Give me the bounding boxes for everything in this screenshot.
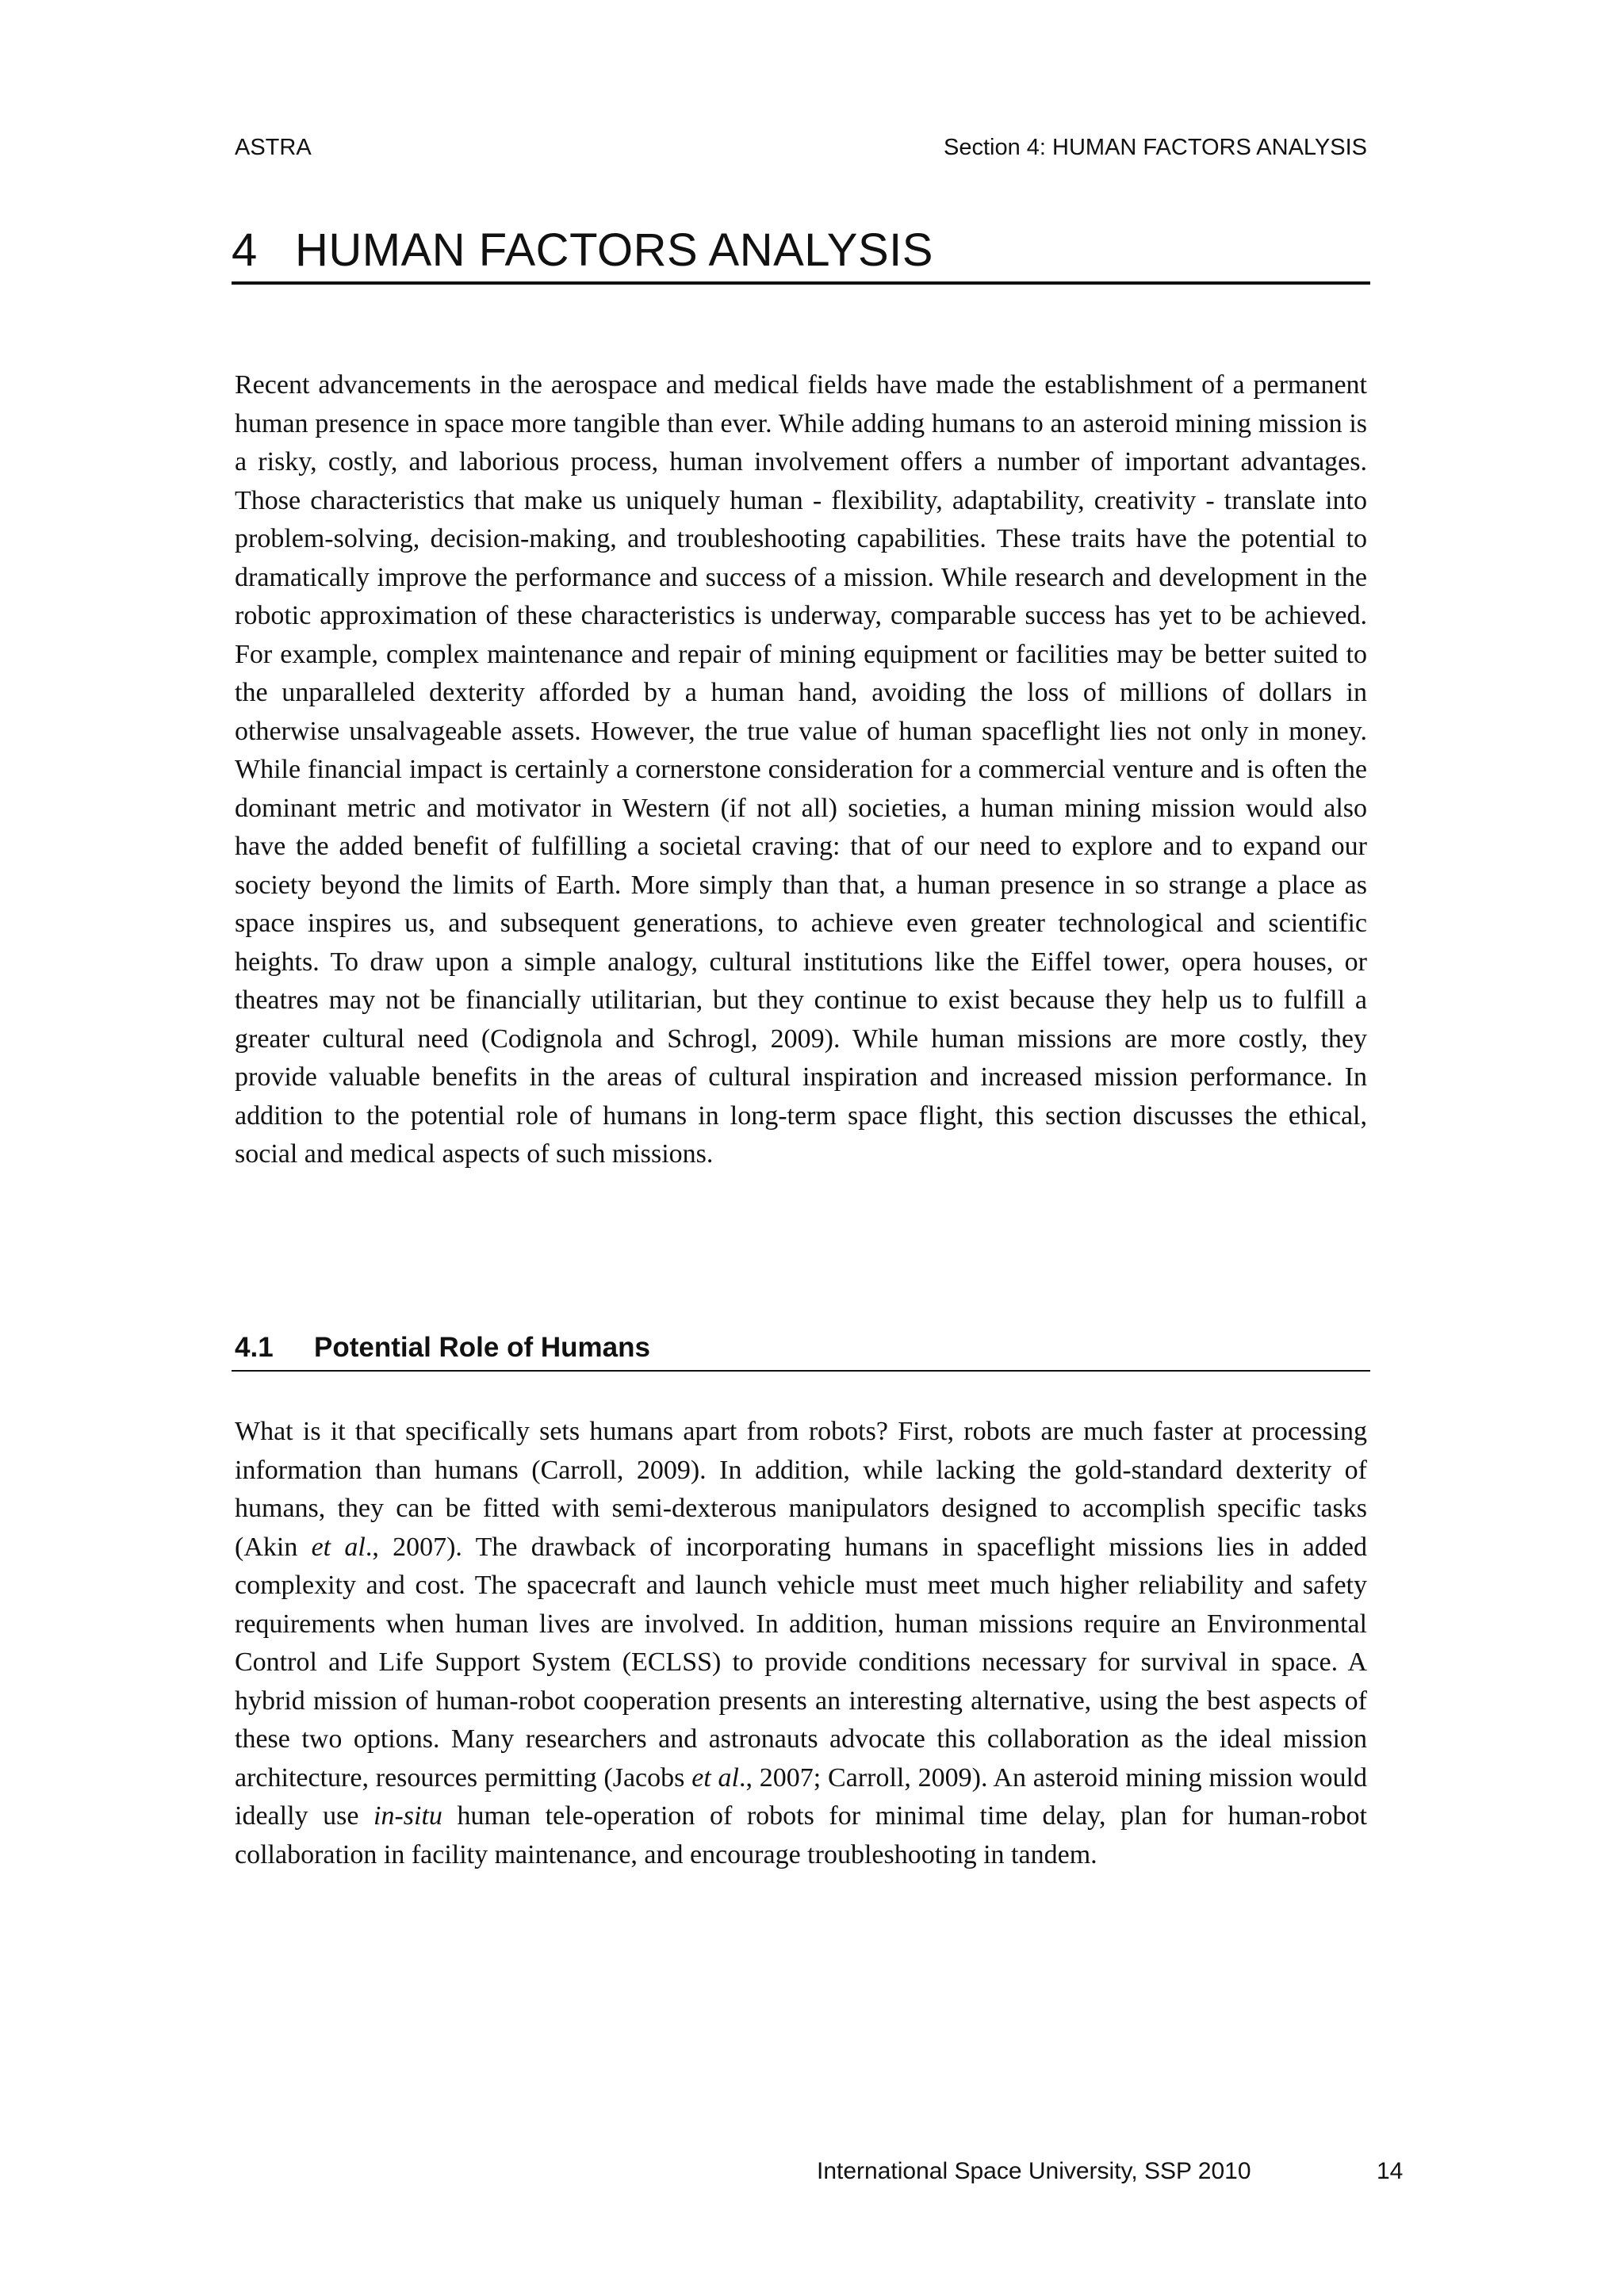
paragraph-text: ., 2007). The drawback of incorporating humans in spaceflight missions lies in added complexity and cost. The spacecraft and launch vehicle must meet much higher reliability and safety requirements when human lives are involved. In addition, human missions require an Environmental Control and Life Support System (ECLSS) to provide conditions necessary for survival in space. A hybrid mission of human-robot cooperation presents an interesting alternative, using the best aspects of these two options. Many researchers and astronauts advocate this collaboration as the ideal mission architecture, resources permitting (Jacobs: [235, 1532, 1367, 1793]
header-doc-name: ASTRA: [235, 135, 312, 160]
section-heading-rule: [232, 1370, 1370, 1372]
italic-term-text: in-situ: [373, 1801, 442, 1831]
intro-paragraph: Recent advancements in the aerospace and medical fields have made the establishment of a permanent human presence in space more tangible than ever. While adding humans to an asteroid mining mission is a risky, costly, and laborious process, human involvement offers a number of important advantages. Those characteristics that make us uniquely human - flexibility, adaptability, creativity - translate into problem-solving, decision-making, and troubleshooting capabilities. These traits have the potential to dramatically improve the performance and success of a mission. While research and development in the robotic approximation of these characteristics is underway, comparable success has yet to be achieved. For example, complex maintenance and repair of mining equipment or facilities may be better suited to the unparalleled dexterity afforded by a human hand, avoiding the loss of millions of dollars in otherwise unsalvageable assets. However, the true value of human spaceflight lies not only in money. While financial impact is certainly a cornerstone consideration for a commercial venture and is often the dominant metric and motivator in Western (if not all) societies, a human mining mission would also have the added benefit of fulfilling a societal craving: that of our need to explore and to expand our society beyond the limits of Earth. More simply than that, a human presence in so strange a place as space inspires us, and subsequent generations, to achieve even greater technological and scientific heights. To draw upon a simple analogy, cultural institutions like the Eiffel tower, opera houses, or theatres may not be financially utilitarian, but they continue to exist because they help us to fulfill a greater cultural need (Codignola and Schrogl, 2009). While human missions are more costly, they provide valuable benefits in the areas of cultural inspiration and increased mission performance. In addition to the potential role of humans in long-term space flight, this section discusses the ethical, social and medical aspects of such missions.: [235, 370, 1367, 1169]
chapter-title: HUMAN FACTORS ANALYSIS: [295, 224, 933, 276]
header-section-name: Section 4: HUMAN FACTORS ANALYSIS: [944, 135, 1367, 160]
page-footer: [0, 2158, 1624, 2190]
running-header: [235, 135, 1367, 166]
chapter-number: 4: [232, 224, 258, 276]
section-title: Potential Role of Humans: [314, 1332, 650, 1363]
section-heading: [235, 1332, 1370, 1364]
section-paragraph: [235, 1413, 1367, 1874]
paragraph-text: What is it that specifically sets humans apart from robots? First, robots are much faster at processing information than humans (Carroll, 2009). In addition, while lacking the gold-standard dexterity of humans, they can be fitted with semi-dexterous manipulators designed to accomplish specific tasks (Akin: [235, 1417, 1367, 1562]
page-number: 14: [1377, 2158, 1404, 2184]
paragraph-text: ., 2007; Carroll, 2009). An asteroid mining mission would ideally use: [235, 1762, 1367, 1831]
section-number: 4.1: [235, 1332, 274, 1363]
italic-citation-text: et al: [691, 1762, 739, 1793]
footer-organization: International Space University, SSP 2010: [817, 2158, 1251, 2184]
chapter-heading-rule: [232, 281, 1370, 285]
chapter-heading: [232, 224, 1370, 277]
paragraph-text: human tele-operation of robots for minimal time delay, plan for human-robot collaboration in facility maintenance, and encourage troubleshooting in tandem.: [235, 1801, 1368, 1869]
italic-citation-text: et al: [311, 1532, 366, 1562]
